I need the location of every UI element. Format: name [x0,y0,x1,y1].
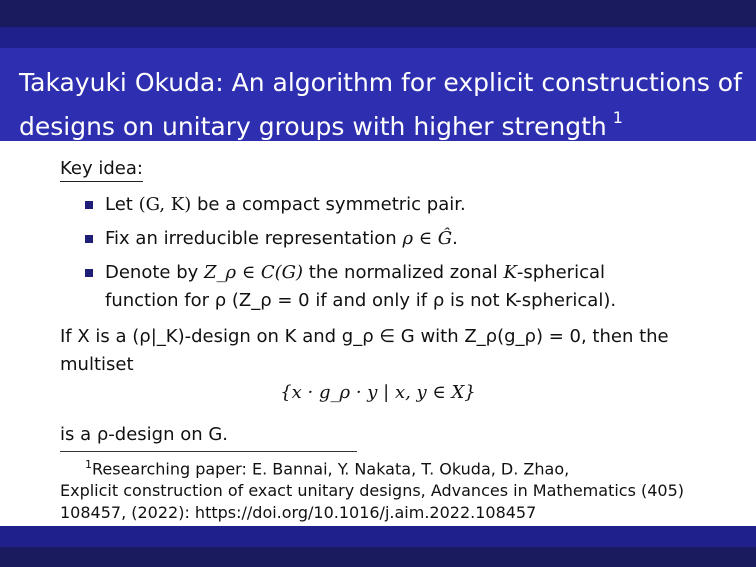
footnote-line1-text: Researching paper: E. Bannai, Y. Nakata, T. Okuda, D. Zhao, [92,459,570,479]
conclusion-text: is a ρ-design on G. [60,424,229,445]
slide-title-line1: Takayuki Okuda: An algorithm for explicit constructions of [19,68,742,97]
bullet-2-post: . [452,228,458,249]
bullet-2-math: ρ ∈ Ĝ [402,228,453,249]
bullet-3-math2: K [503,262,517,283]
bullet-2-pre: Fix an irreducible representation [105,228,403,249]
top-header-subbar [0,27,756,48]
display-equation: {x · g_ρ · y | x, y ∈ X} [280,382,476,403]
bullet-3-line1-end: -spherical [516,262,606,283]
title-footnote-mark: 1 [612,108,623,127]
bullet-1-post: be a compact symmetric pair. [191,194,466,215]
bullet-item-1 [105,191,705,219]
slide-content [0,141,756,526]
theorem-line1: If X is a (ρ|_K)-design on K and g_ρ ∈ G with Z_ρ(g_ρ) = 0, then the [60,326,669,347]
footnote-line2: Explicit construction of exact unitary designs, Advances in Mathematics (405) [60,481,685,501]
bottom-footer-bar [0,526,756,547]
bullet-3-line1-pre: Denote by [105,262,205,283]
bullet-1-pre: Let [105,194,139,215]
bullet-item-2 [105,225,705,253]
top-header-bar [0,0,756,27]
footnote-rule [60,451,357,452]
slide-title [19,65,744,144]
bottom-footer-subbar [0,547,756,567]
bullet-1-math: (G, K) [138,194,192,215]
theorem-line2: multiset [60,354,134,375]
bullet-square-icon [85,269,93,277]
key-idea-label: Key idea: [60,157,143,182]
bullet-3-math1: Z_ρ ∈ C(G) [204,262,304,283]
theorem-statement [60,323,720,379]
bullet-square-icon [85,201,93,209]
footnote-mark: 1 [85,458,92,471]
bullet-3-line1-post: the normalized zonal [303,262,504,283]
footnote-line1 [60,454,720,480]
slide-title-line2: designs on unitary groups with higher strength [19,112,607,141]
slide-title-band [0,48,756,141]
bullet-square-icon [85,235,93,243]
bullet-item-3 [105,259,705,315]
footnote-line3[interactable]: 108457, (2022): https://doi.org/10.1016/j.aim.2022.108457 [60,503,537,523]
footnote [60,454,720,524]
bullet-3-line2: function for ρ (Z_ρ = 0 if and only if ρ is not K-spherical). [105,290,617,311]
